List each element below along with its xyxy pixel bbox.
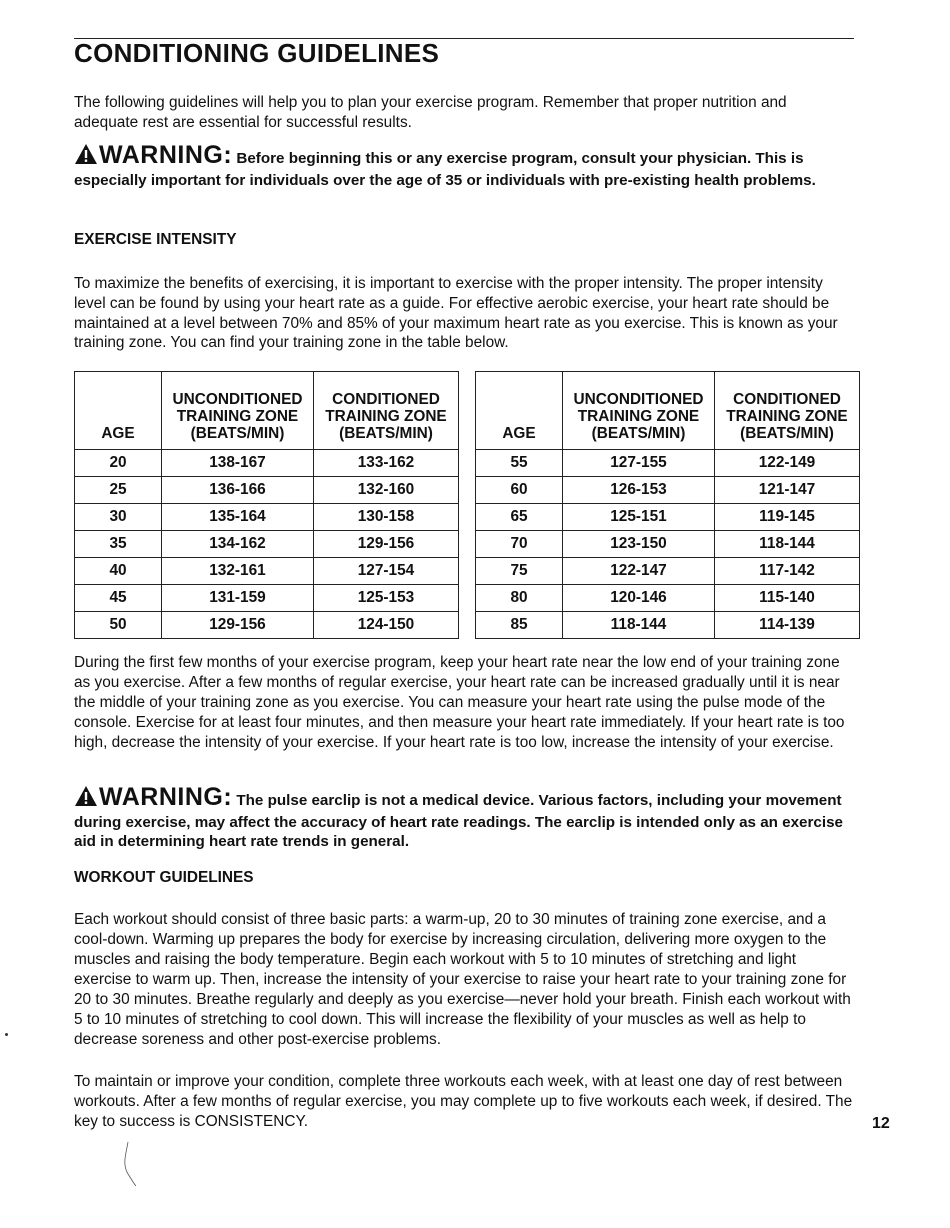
unconditioned-cell: 134-162 — [162, 531, 314, 558]
conditioned-cell: 114-139 — [715, 612, 860, 639]
section-heading-exercise-intensity: EXERCISE INTENSITY — [74, 231, 237, 248]
age-cell: 80 — [476, 585, 563, 612]
age-cell: 55 — [476, 450, 563, 477]
age-cell: 25 — [75, 477, 162, 504]
conditioned-cell: 127-154 — [314, 558, 459, 585]
workout-paragraph: Each workout should consist of three basic parts: a warm-up, 20 to 30 minutes of training zone exercise, and a cool-down. Warming up prepares the body for exercise by increasing circulation, delivering more oxygen to the muscles and raising the body temperature. Begin each workout with 5 to 10 minutes of stretching and light exercise to warm up. Then, increase the intensity of your exercise to raise your heart rate to your training zone for 20 to 30 minutes. Breathe regularly and deeply as you exercise—never hold your breath. Finish each workout with 5 to 10 minutes of stretching to cool down. This will increase the flexibility of your muscles as well as help to decrease soreness and other post-exercise problems. — [74, 911, 851, 1048]
header-age: AGE — [75, 372, 162, 450]
page-number: 12 — [872, 1115, 890, 1132]
warning-text: The pulse earclip is not a medical device. Various factors, including your movement during exercise, may affect the accuracy of heart rate readings. The earclip is intended only as an exercise aid in determining heart rate trends in general. — [74, 792, 843, 850]
conditioned-cell: 124-150 — [314, 612, 459, 639]
conditioned-cell: 125-153 — [314, 585, 459, 612]
age-cell: 65 — [476, 504, 563, 531]
conditioned-cell: 132-160 — [314, 477, 459, 504]
table-row — [476, 504, 860, 531]
table-row — [476, 477, 860, 504]
unconditioned-cell: 129-156 — [162, 612, 314, 639]
exercise-intensity-paragraph: To maximize the benefits of exercising, it is important to exercise with the proper intensity. The proper intensity level can be found by using your heart rate as a guide. For effective aerobic exercise, your heart rate should be maintained at a level between 70% and 85% of your maximum heart rate as you exercise. This is known as your training zone. You can find your training zone in the table below. — [74, 275, 838, 352]
warning-text: Before beginning this or any exercise program, consult your physician. This is especially important for individuals over the age of 35 or individuals with pre-existing health problems. — [74, 150, 816, 189]
unconditioned-cell: 123-150 — [563, 531, 715, 558]
warning-label: WARNING: — [99, 141, 233, 169]
table-row — [476, 450, 860, 477]
conditioned-cell: 133-162 — [314, 450, 459, 477]
conditioned-cell: 119-145 — [715, 504, 860, 531]
section-heading-workout-guidelines: WORKOUT GUIDELINES — [74, 869, 254, 886]
pencil-mark — [76, 1140, 136, 1186]
conditioned-cell: 117-142 — [715, 558, 860, 585]
heart-rate-paragraph: During the first few months of your exercise program, keep your heart rate near the low end of your training zone as you exercise. After a few months of regular exercise, your heart rate can be increased gradually until it is near the middle of your training zone as you exercise. You can measure your heart rate using the pulse mode of the console. Exercise for at least four minutes, and then measure your heart rate immediately. If your heart rate is too high, decrease the intensity of your exercise. If your heart rate is too low, increase the intensity of your exercise. — [74, 654, 845, 751]
table-row — [75, 585, 459, 612]
unconditioned-cell: 125-151 — [563, 504, 715, 531]
unconditioned-cell: 136-166 — [162, 477, 314, 504]
unconditioned-cell: 138-167 — [162, 450, 314, 477]
conditioned-cell: 130-158 — [314, 504, 459, 531]
training-zone-table-right — [475, 371, 860, 639]
conditioned-cell: 122-149 — [715, 450, 860, 477]
table-row — [75, 504, 459, 531]
unconditioned-cell: 131-159 — [162, 585, 314, 612]
table-row — [75, 612, 459, 639]
header-conditioned: CONDITIONED TRAINING ZONE (BEATS/MIN) — [314, 372, 459, 450]
unconditioned-cell: 127-155 — [563, 450, 715, 477]
warning-block-physician — [74, 143, 859, 190]
page-title: CONDITIONING GUIDELINES — [74, 38, 440, 68]
age-cell: 45 — [75, 585, 162, 612]
conditioned-cell: 129-156 — [314, 531, 459, 558]
age-cell: 35 — [75, 531, 162, 558]
unconditioned-cell: 132-161 — [162, 558, 314, 585]
table-row — [75, 531, 459, 558]
consistency-paragraph: To maintain or improve your condition, complete three workouts each week, with at least one day of rest between workouts. After a few months of regular exercise, you may complete up to five workouts each week, if desired. The key to success is CONSISTENCY. — [74, 1073, 853, 1130]
warning-triangle-icon — [74, 785, 98, 813]
conditioned-cell: 121-147 — [715, 477, 860, 504]
header-unconditioned: UNCONDITIONED TRAINING ZONE (BEATS/MIN) — [563, 372, 715, 450]
warning-label: WARNING: — [99, 783, 233, 811]
table-header-row — [75, 372, 459, 450]
conditioned-cell: 118-144 — [715, 531, 860, 558]
age-cell: 50 — [75, 612, 162, 639]
age-cell: 85 — [476, 612, 563, 639]
table-row — [476, 531, 860, 558]
table-row — [476, 585, 860, 612]
header-conditioned: CONDITIONED TRAINING ZONE (BEATS/MIN) — [715, 372, 860, 450]
conditioned-cell: 115-140 — [715, 585, 860, 612]
header-age: AGE — [476, 372, 563, 450]
age-cell: 70 — [476, 531, 563, 558]
table-row — [75, 558, 459, 585]
age-cell: 60 — [476, 477, 563, 504]
table-header-row — [476, 372, 860, 450]
table-row — [476, 558, 860, 585]
age-cell: 30 — [75, 504, 162, 531]
unconditioned-cell: 122-147 — [563, 558, 715, 585]
age-cell: 40 — [75, 558, 162, 585]
table-row — [75, 477, 459, 504]
unconditioned-cell: 135-164 — [162, 504, 314, 531]
scan-speck — [5, 1033, 8, 1036]
unconditioned-cell: 126-153 — [563, 477, 715, 504]
training-zone-table-left — [74, 371, 459, 639]
warning-block-earclip — [74, 785, 859, 852]
header-unconditioned: UNCONDITIONED TRAINING ZONE (BEATS/MIN) — [162, 372, 314, 450]
unconditioned-cell: 118-144 — [563, 612, 715, 639]
intro-paragraph: The following guidelines will help you to plan your exercise program. Remember that proper nutrition and adequate rest are essential for successful results. — [74, 94, 787, 131]
table-row — [75, 450, 459, 477]
warning-triangle-icon — [74, 143, 98, 171]
age-cell: 20 — [75, 450, 162, 477]
table-row — [476, 612, 860, 639]
unconditioned-cell: 120-146 — [563, 585, 715, 612]
age-cell: 75 — [476, 558, 563, 585]
